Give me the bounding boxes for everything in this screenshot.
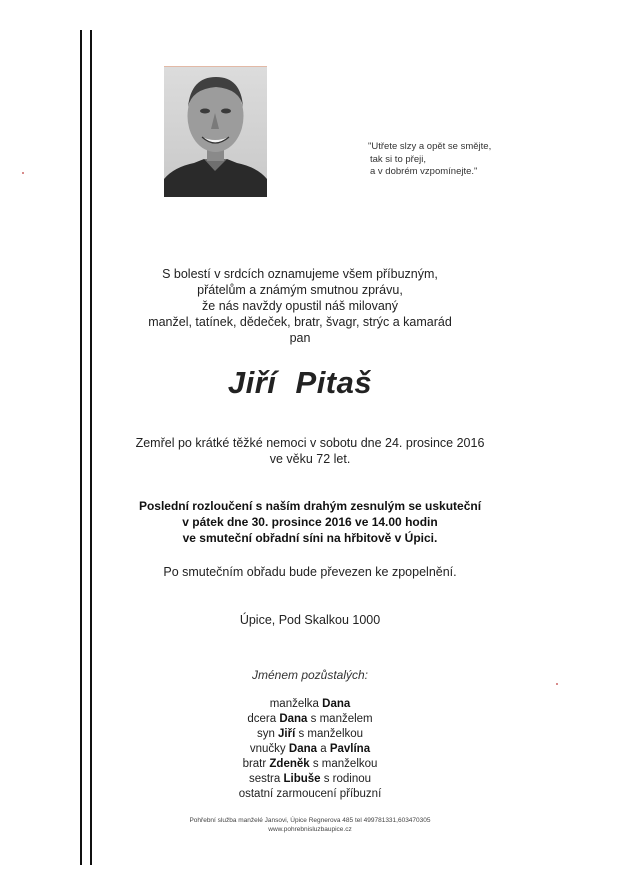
survivor-row: dcera Dana s manželem bbox=[247, 713, 373, 725]
survivor-row: sestra Libuše s rodinou bbox=[248, 773, 372, 785]
announcement-text bbox=[80, 266, 520, 346]
intro-line: pan bbox=[289, 331, 311, 345]
scan-speck bbox=[556, 683, 558, 685]
survivor-row: ostatní zarmoucení příbuzní bbox=[238, 788, 382, 800]
quote-line: "Utřete slzy a opět se smějte, bbox=[368, 141, 492, 152]
intro-line: S bolestí v srdcích oznamujeme všem příbuzným, bbox=[162, 267, 438, 281]
intro-line: přátelům a známým smutnou zprávu, bbox=[197, 283, 403, 297]
quote-line: tak si to přeji, bbox=[370, 153, 426, 165]
death-details bbox=[90, 435, 530, 467]
survivor-row: vnučky Dana a Pavlína bbox=[249, 743, 371, 755]
survivors-list bbox=[90, 697, 530, 802]
funeral-line: ve smuteční obřadní síni na hřbitově v Úpici. bbox=[182, 531, 438, 545]
intro-line: že nás navždy opustil náš milovaný bbox=[202, 299, 398, 313]
died-line: ve věku 72 let. bbox=[269, 452, 351, 466]
deceased-name: Jiří Pitaš bbox=[227, 365, 373, 400]
funeral-line: v pátek dne 30. prosince 2016 ve 14.00 hodin bbox=[182, 515, 438, 529]
funeral-service-footer bbox=[90, 816, 530, 834]
funeral-details bbox=[90, 498, 530, 546]
funeral-line: Poslední rozloučení s naším drahým zesnulým se uskuteční bbox=[138, 499, 482, 513]
survivors-title: Jménem pozůstalých: bbox=[251, 668, 369, 682]
survivor-row: manželka Dana bbox=[269, 698, 351, 710]
scan-speck bbox=[22, 172, 24, 174]
intro-line: manžel, tatínek, dědeček, bratr, švagr, strýc a kamarád bbox=[148, 315, 452, 329]
cremation-note: Po smutečním obřadu bude převezen ke zpopelnění. bbox=[163, 565, 457, 579]
footer-line: www.pohrebnisluzbaupice.cz bbox=[268, 826, 352, 833]
border-line-left bbox=[80, 30, 82, 865]
died-line: Zemřel po krátké těžké nemoci v sobotu dne 24. prosince 2016 bbox=[135, 436, 485, 450]
quote-line: a v dobrém vzpomínejte." bbox=[370, 166, 478, 177]
place-address: Úpice, Pod Skalkou 1000 bbox=[239, 613, 381, 627]
survivor-row: syn Jiří s manželkou bbox=[256, 728, 364, 740]
portrait-photo bbox=[164, 66, 267, 197]
footer-line: Pohřební služba manželé Jansovi, Úpice Regnerova 485 tel 499781331,603470305 bbox=[189, 817, 431, 824]
survivor-row: bratr Zdeněk s manželkou bbox=[242, 758, 378, 770]
memorial-quote bbox=[368, 141, 491, 179]
